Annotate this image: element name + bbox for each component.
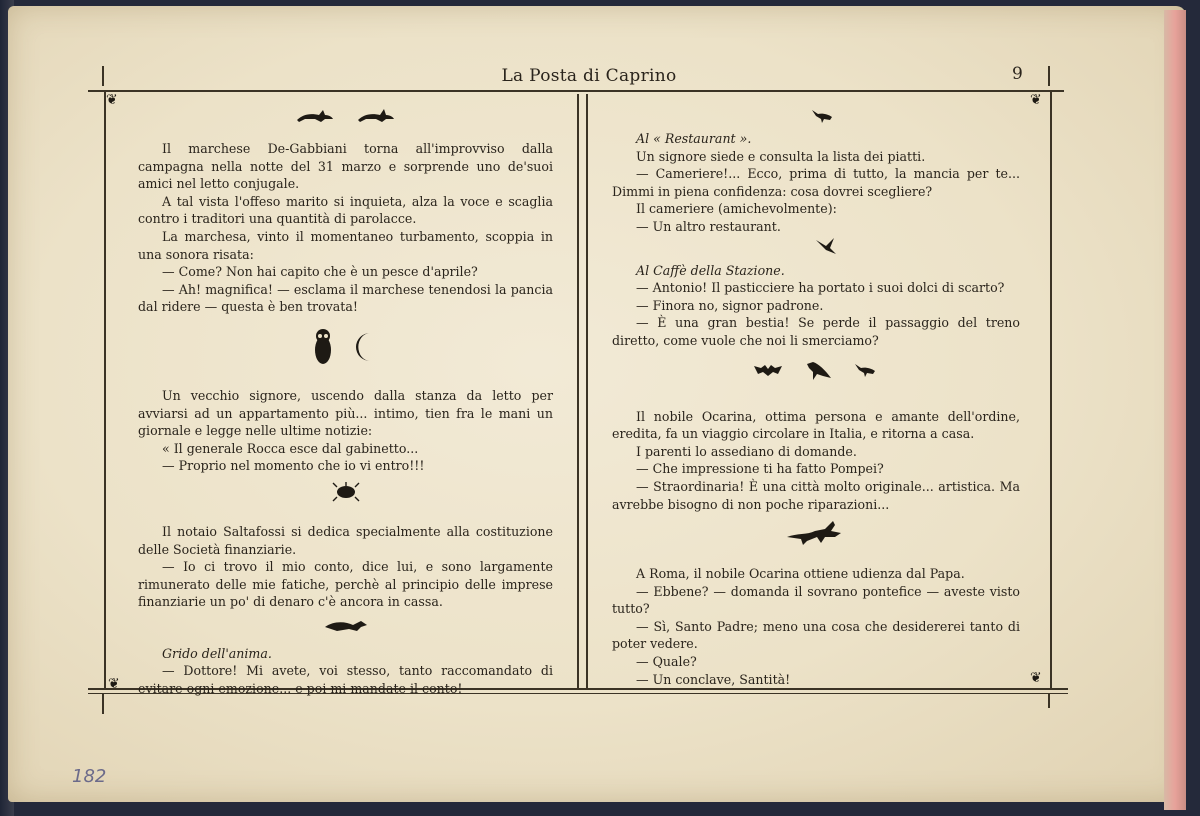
paragraph: Un signore siede e consulta la lista dei piatti. bbox=[636, 148, 926, 164]
paragraph: — Ebbene? — domanda il sovrano pontefice — aveste visto tutto? bbox=[612, 583, 1020, 617]
crescent-moon-icon bbox=[354, 331, 378, 368]
stork-icon bbox=[853, 362, 879, 383]
crow-icon bbox=[803, 358, 833, 387]
footer-tick-right bbox=[1048, 694, 1050, 708]
vignette-bird bbox=[612, 236, 1020, 262]
paragraph: Il cameriere (amichevolmente): bbox=[636, 201, 837, 217]
paragraph: — Ah! magnifica! — esclama il marchese tenendosi la pancia dal ridere — questa è ben trovata! bbox=[138, 281, 553, 315]
paragraph: I parenti lo assediano di domande. bbox=[636, 443, 857, 459]
paragraph: Un vecchio signore, uscendo dalla stanza da letto per avviarsi ad un appartamento più... intimo, tien fra le mani un giornale e legge nelle ultime notizie: bbox=[138, 387, 553, 439]
owl-icon bbox=[313, 328, 333, 371]
paragraph: — Come? Non hai capito che è un pesce d'aprile? bbox=[162, 264, 478, 280]
paragraph: — Sì, Santo Padre; meno una cosa che desidererei tanto di poter vedere. bbox=[612, 618, 1020, 652]
corner-ornament-icon: ❦ bbox=[1030, 670, 1042, 686]
paragraph: — Io ci trovo il mio conto, dice lui, e sono largamente rimunerato delle mie fatiche, perchè al principio delle imprese finanziarie un po' di denaro c'è ancora in cassa. bbox=[138, 559, 553, 610]
paragraph: — È una gran bestia! Se perde il passaggio del treno diretto, come vuole che noi li smerciamo? bbox=[612, 315, 1020, 348]
page-edge bbox=[1164, 10, 1186, 810]
vignette-lizard bbox=[612, 519, 1020, 559]
paragraph: Il marchese De-Gabbiani torna all'improvviso dalla campagna nella notte del 31 marzo e sorprende uno de'suoi amici nel letto conjugale. bbox=[138, 141, 553, 192]
paragraph: — Che impressione ti ha fatto Pompei? bbox=[636, 461, 884, 477]
paragraph: — Un altro restaurant. bbox=[636, 218, 781, 234]
flying-bird-icon bbox=[814, 236, 838, 261]
corner-ornament-icon: ❦ bbox=[106, 92, 118, 108]
beetle-icon bbox=[331, 481, 361, 508]
frame-left-rule bbox=[104, 90, 106, 690]
corner-ornament-icon: ❦ bbox=[108, 676, 120, 692]
fox-icon bbox=[323, 617, 369, 640]
footer-tick-left bbox=[102, 694, 104, 714]
paragraph: Il nobile Ocarina, ottima persona e amante dell'ordine, eredita, fa un viaggio circolare in Italia, e ritorna a casa. bbox=[612, 408, 1020, 442]
corner-ornament-icon: ❦ bbox=[1030, 92, 1042, 108]
vignette-insect bbox=[138, 481, 553, 511]
running-title: La Posta di Caprino bbox=[501, 66, 677, 86]
paragraph: « Il generale Rocca esce dal gabinetto... bbox=[162, 440, 419, 456]
vignette-hares bbox=[138, 106, 553, 140]
left-column bbox=[138, 106, 553, 698]
paragraph: Il notaio Saltafossi si dedica specialmente alla costituzione delle Società finanziarie. bbox=[138, 523, 553, 557]
vignette-stork bbox=[612, 108, 1020, 130]
bat-icon bbox=[753, 362, 783, 383]
page-number: 9 bbox=[1012, 64, 1023, 84]
column-divider-left bbox=[577, 94, 579, 688]
paragraph: — Finora no, signor padrone. bbox=[636, 297, 824, 313]
vignette-fox bbox=[138, 617, 553, 645]
frame-top-rule bbox=[88, 90, 1064, 92]
story-title: Grido dell'anima. bbox=[162, 645, 272, 661]
hare-icon bbox=[356, 106, 396, 129]
paragraph: — Straordinaria! È una città molto originale... artistica. Ma avrebbe bisogno di non poche riparazioni... bbox=[612, 478, 1020, 512]
column-divider-right bbox=[586, 94, 588, 688]
paragraph: — Cameriere!... Ecco, prima di tutto, la mancia per te... Dimmi in piena confidenza: cosa dovrei scegliere? bbox=[612, 166, 1020, 199]
hare-icon bbox=[295, 106, 335, 129]
paragraph: A Roma, il nobile Ocarina ottiene udienza dal Papa. bbox=[636, 566, 965, 582]
vignette-owl-moon bbox=[138, 328, 553, 370]
paragraph: — Dottore! Mi avete, voi stesso, tanto raccomandato di evitare ogni emozione... e poi mi mandate il conto! bbox=[138, 663, 553, 697]
paragraph: A tal vista l'offeso marito si inquieta, alza la voce e scaglia contro i traditori una quantità di parolacce. bbox=[138, 193, 553, 227]
pencil-page-note: 182 bbox=[72, 766, 107, 787]
frame-right-rule bbox=[1050, 90, 1052, 690]
right-column bbox=[612, 108, 1020, 688]
paragraph: La marchesa, vinto il momentaneo turbamento, scoppia in una sonora risata: bbox=[138, 228, 553, 262]
stork-icon bbox=[810, 108, 836, 129]
paragraph: — Quale? bbox=[636, 654, 697, 670]
paragraph: — Un conclave, Santità! bbox=[636, 671, 791, 687]
story-title: Al « Restaurant ». bbox=[636, 131, 752, 146]
lizard-icon bbox=[785, 519, 847, 552]
story-title: Al Caffè della Stazione. bbox=[636, 262, 785, 278]
vignette-bat-birds bbox=[612, 358, 1020, 398]
paragraph: — Antonio! Il pasticciere ha portato i suoi dolci di scarto? bbox=[636, 280, 1005, 296]
paragraph: — Proprio nel momento che io vi entro!!! bbox=[162, 458, 425, 474]
header-tick-right bbox=[1048, 66, 1050, 86]
